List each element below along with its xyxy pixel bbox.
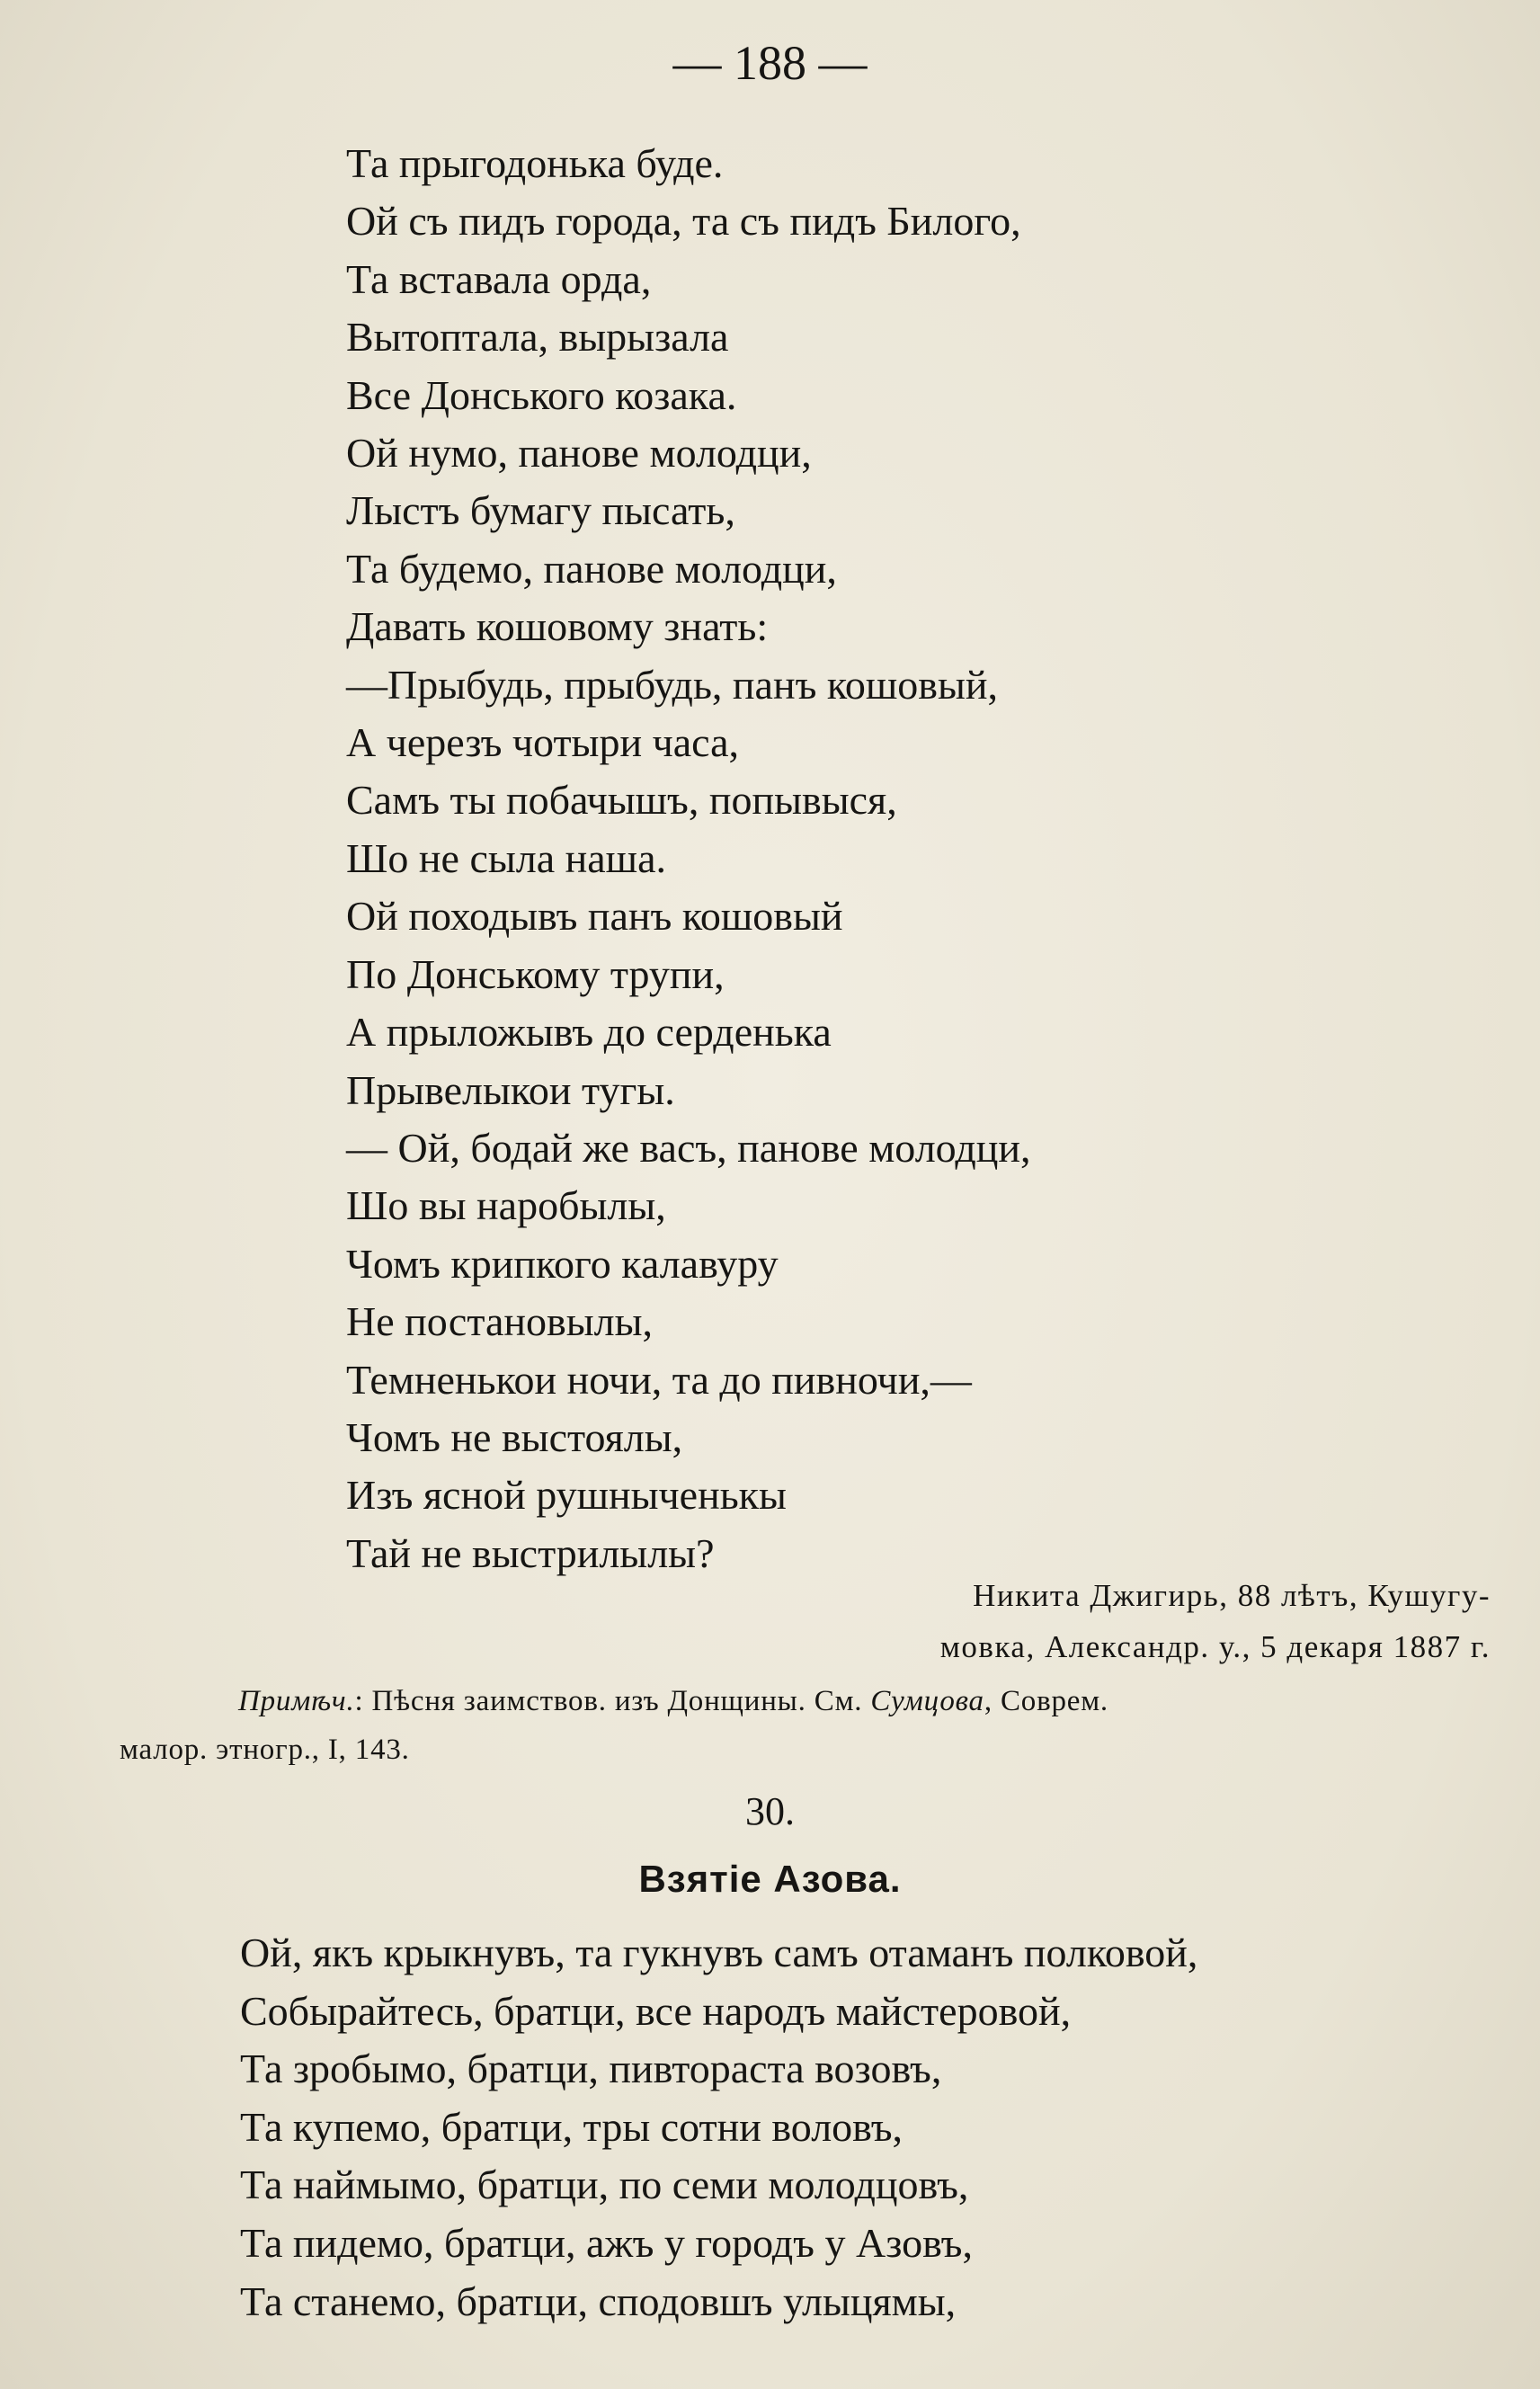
verse-line: Прывелыкои тугы. [346,1066,675,1113]
page-number: — 188 — [672,36,868,90]
verse-line: Ой походывъ панъ кошовый [346,893,843,940]
verse-line: А прыложывъ до серденька [346,1009,832,1056]
verse-line: Та пидемо, братци, ажъ у городъ у Азовъ, [240,2219,973,2266]
verse-line: Шо не сыла наша. [346,834,667,881]
verse-line: Та купемо, братци, тры сотни воловъ, [240,2103,904,2150]
footnote [238,1676,1108,1726]
verse-line: Не постановылы, [346,1298,654,1345]
note-text: : Пѣсня заимствов. изъ Донщины. См. [354,1685,871,1717]
verse-line: —Прыбудь, прыбудь, панъ кошовый, [346,661,999,708]
singer-attribution-line2: мовка, Александр. у., 5 декаря 1887 г. [939,1629,1491,1664]
verse-line: Та станемо, братци, сподовшъ улыцямы, [240,2278,957,2324]
verse-line: По Донському трупи, [346,950,725,997]
verse-line: Та зробымо, братци, пивтораста возовъ, [240,2046,942,2092]
verse-line: Ой съ пидъ города, та съ пидъ Билого, [346,198,1021,245]
song-verse [346,135,1030,1582]
verse-line: А черезъ чотыри часа, [346,719,740,766]
verse-line: Та прыгодонька буде. [346,140,724,186]
verse-line: Собырайтесь, братци, все народъ майстеровой, [240,1987,1072,2034]
verse-line: Вытоптала, вырызала [346,314,729,361]
verse-line: Ой нумо, панове молодци, [346,430,812,477]
verse-line: — Ой, бодай же васъ, панове молодци, [346,1124,1031,1171]
verse-line: Изъ ясной рушныченькы [346,1472,787,1519]
song-number: 30. [745,1789,795,1833]
verse-line: Все Донського козака. [346,371,737,418]
verse-line: Темненькои ночи, та до пивночи,— [346,1356,972,1403]
note-text-end: , Соврем. [984,1685,1108,1717]
footnote-continuation: малор. этногр., I, 143. [120,1734,410,1766]
song-title: Взятіе Азова. [638,1858,902,1900]
verse-line: Та наймымо, братци, по семи молодцовъ, [240,2162,969,2208]
note-label: Примѣч. [238,1685,355,1717]
verse-line: Чомъ крипкого калавуру [346,1240,779,1287]
verse-line: Лыстъ бумагу пысать, [346,487,735,534]
song-verse-azov [240,1924,1197,2331]
verse-line: Та будемо, панове молодци, [346,545,837,592]
note-author: Сумцова [870,1685,984,1717]
singer-attribution-line1: Никита Джигирь, 88 лѣтъ, Кушугу- [973,1578,1491,1613]
verse-line: Чомъ не выстоялы, [346,1413,683,1460]
verse-line: Ой, якъ крыкнувъ, та гукнувъ самъ отаманъ полковой, [240,1930,1198,1975]
verse-line: Тай не выстрилылы? [346,1529,715,1576]
verse-line: Та вставала орда, [346,255,652,302]
verse-line: Шо вы наробылы, [346,1182,666,1229]
verse-line: Самъ ты побачышъ, попывыся, [346,777,897,824]
verse-line: Давать кошовому знать: [346,603,769,650]
